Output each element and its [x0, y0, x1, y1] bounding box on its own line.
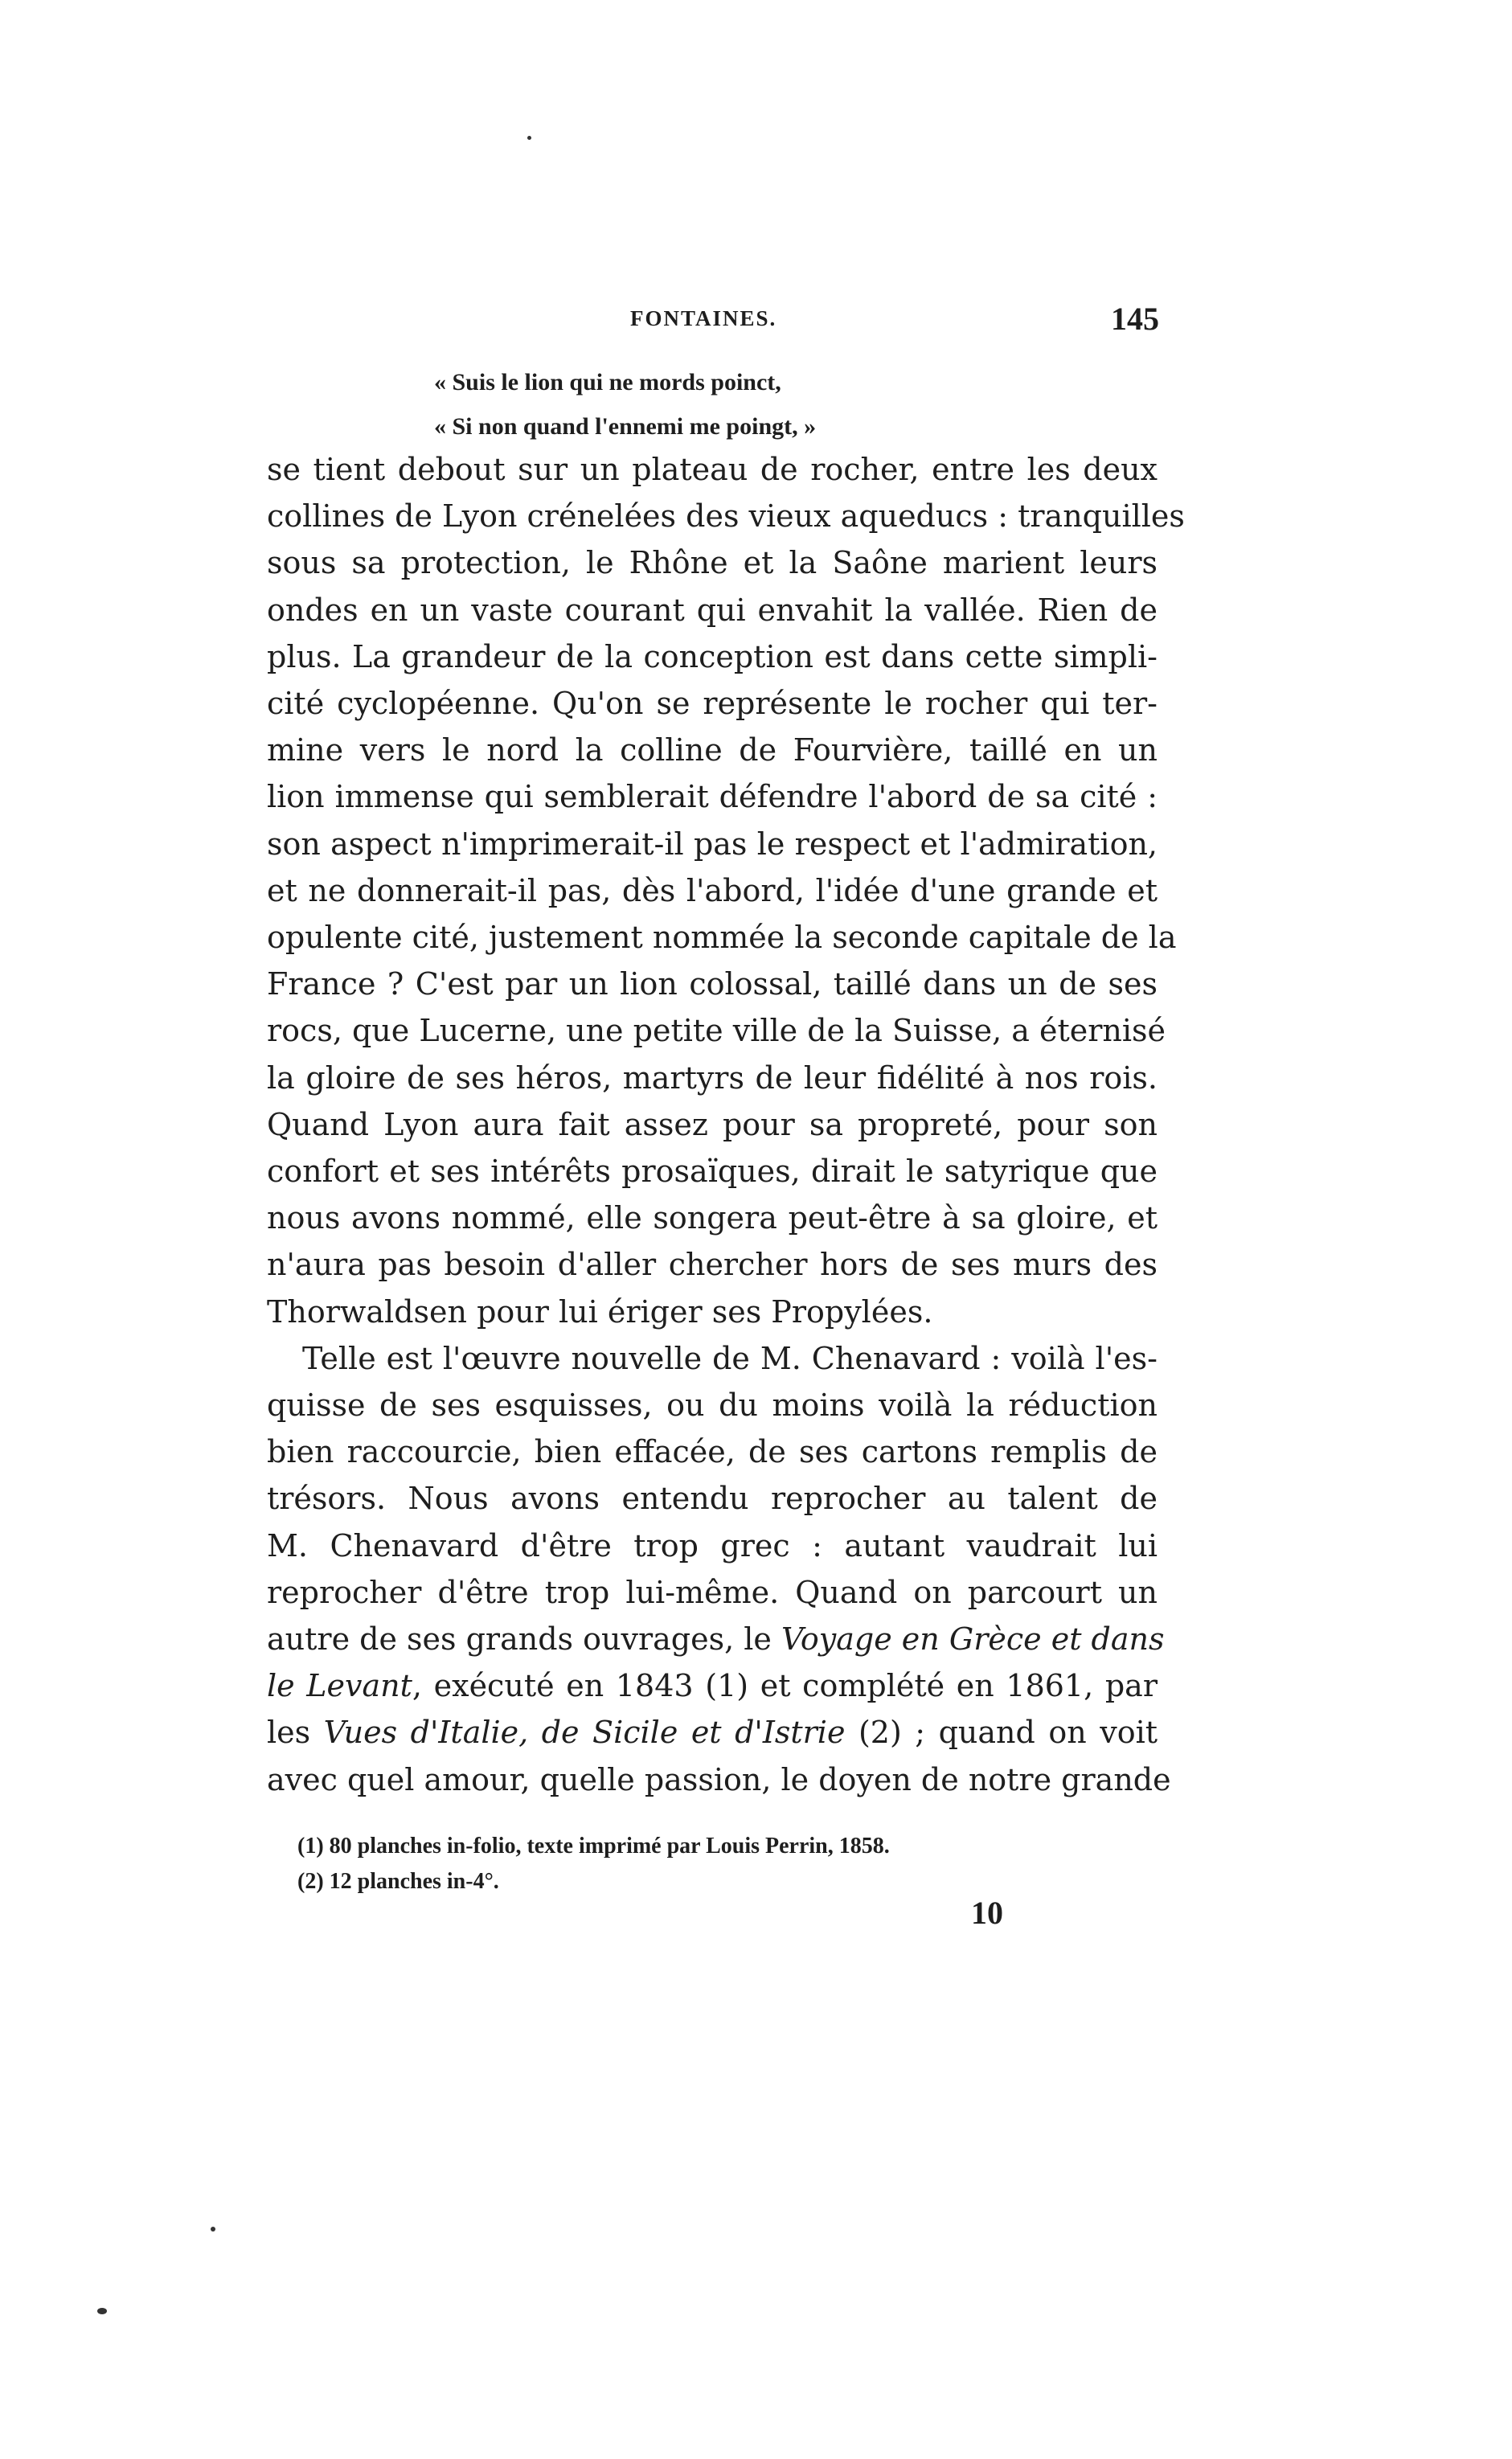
text-line: son aspect n'imprimerait-il pas le respect et l'admiration, — [267, 826, 1158, 862]
text-line: rocs, que Lucerne, une petite ville de la Suisse, a éternisé — [267, 1013, 1166, 1049]
print-speck — [527, 136, 531, 140]
running-title: FONTAINES. — [630, 306, 777, 330]
text-line: trésors. Nous avons entendu reprocher au talent de — [267, 1481, 1158, 1517]
text-line: se tient debout sur un plateau de rocher, entre les deux — [267, 452, 1158, 487]
text-line: confort et ses intérêts prosaïques, dirait le satyrique que — [267, 1154, 1158, 1190]
text-line: bien raccourcie, bien effacée, de ses cartons remplis de — [267, 1434, 1158, 1470]
paragraph-end-line: Thorwaldsen pour lui ériger ses Propylées. — [267, 1293, 933, 1330]
text-line: quisse de ses esquisses, ou du moins voilà la réduction — [267, 1387, 1158, 1424]
epigraph — [434, 360, 816, 449]
epigraph-line: « Suis le lion qui ne mords poinct, — [434, 369, 781, 395]
body-text — [267, 446, 1185, 1803]
text-line: avec quel amour, quelle passion, le doyen de notre grande — [267, 1761, 1171, 1797]
text-run: les — [267, 1715, 324, 1751]
page-number: 145 — [1111, 301, 1159, 337]
text-line: France ? C'est par un lion colossal, taillé dans un de ses — [267, 966, 1158, 1002]
text-line: lion immense qui semblerait défendre l'abord de sa cité : — [267, 779, 1158, 815]
text-run: autre de ses grands ouvrages, le — [267, 1621, 781, 1658]
text-line: collines de Lyon crénelées des vieux aqueducs : tranquilles — [267, 498, 1185, 535]
text-line: reprocher d'être trop lui-même. Quand on parcourt un — [267, 1574, 1158, 1610]
text-line: Quand Lyon aura fait assez pour sa propreté, pour son — [267, 1106, 1158, 1142]
page-header — [265, 301, 1159, 346]
text-run: (2) ; quand on voit — [845, 1715, 1158, 1751]
text-line-with-title — [267, 1662, 1158, 1709]
footnote: (1) 80 planches in-folio, texte imprimé par Louis Perrin, 1858. — [297, 1834, 890, 1859]
signature-mark: 10 — [971, 1895, 1003, 1931]
text-line: ondes en un vaste courant qui envahit la vallée. Rien de — [267, 592, 1158, 628]
print-speck — [97, 2308, 107, 2314]
text-line: cité cyclopéenne. Qu'on se représente le rocher qui ter- — [267, 686, 1158, 722]
book-title: le Levant — [267, 1668, 412, 1704]
text-line: sous sa protection, le Rhône et la Saône marient leurs — [267, 545, 1158, 581]
text-line: la gloire de ses héros, martyrs de leur fidélité à nos rois. — [267, 1059, 1158, 1096]
footnote: (2) 12 planches in-4°. — [297, 1869, 499, 1894]
text-line: opulente cité, justement nommée la seconde capitale de la — [267, 920, 1177, 956]
text-line: et ne donnerait-il pas, dès l'abord, l'idée d'une grande et — [267, 872, 1158, 908]
footnotes — [297, 1829, 890, 1900]
text-line-with-title — [267, 1616, 1165, 1662]
book-title: Vues d'Italie, de Sicile et d'Istrie — [323, 1715, 846, 1751]
text-line: mine vers le nord la colline de Fourvière, taillé en un — [267, 732, 1158, 768]
text-line: plus. La grandeur de la conception est dans cette simpli- — [267, 638, 1158, 674]
text-line: n'aura pas besoin d'aller chercher hors de ses murs des — [267, 1247, 1158, 1283]
text-run: , exécuté en 1843 (1) et complété en 1861, par — [412, 1668, 1158, 1704]
text-line-with-title — [267, 1709, 1158, 1756]
print-speck — [211, 2227, 215, 2232]
text-line: nous avons nommé, elle songera peut-être à sa gloire, et — [267, 1200, 1158, 1236]
text-line: M. Chenavard d'être trop grec : autant vaudrait lui — [267, 1527, 1158, 1564]
book-title: Voyage en Grèce et dans — [781, 1621, 1165, 1658]
epigraph-line: « Si non quand l'ennemi me poingt, » — [434, 413, 817, 440]
paragraph-start-line: Telle est l'œuvre nouvelle de M. Chenavard : voilà l'es- — [302, 1340, 1158, 1376]
